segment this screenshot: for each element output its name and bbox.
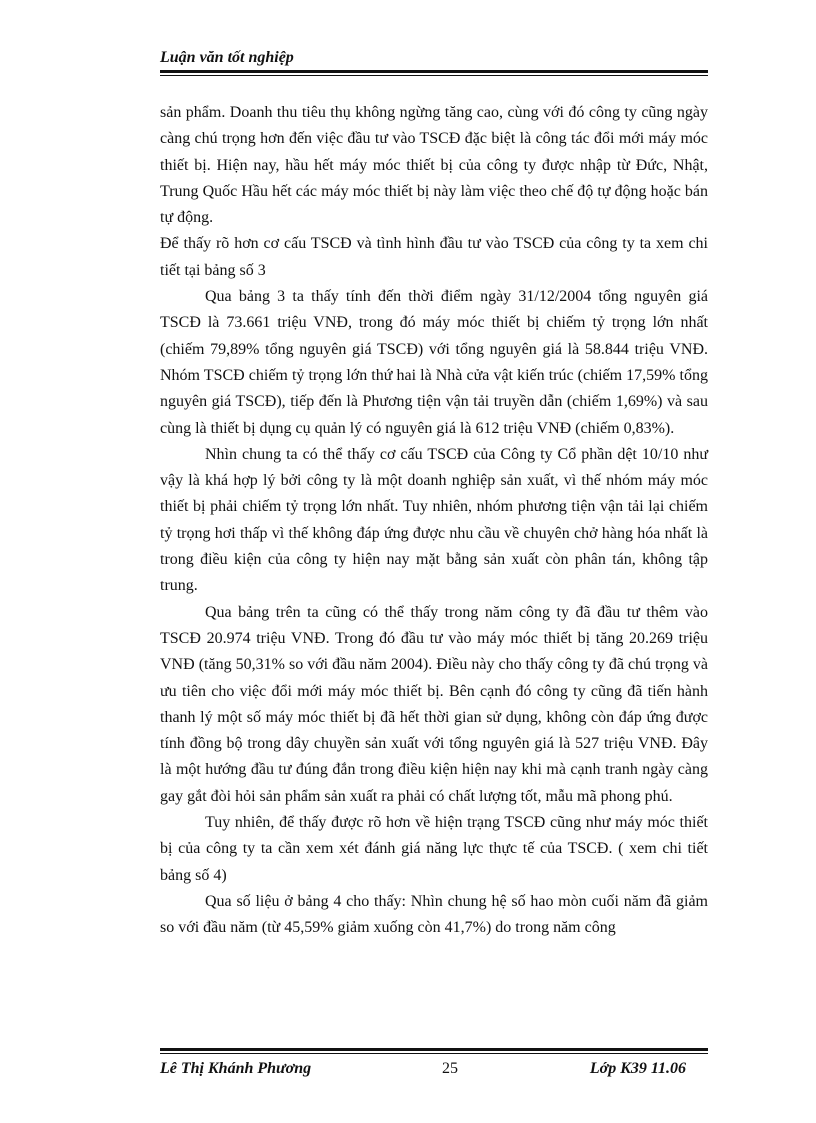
paragraph: Tuy nhiên, để thấy được rõ hơn về hiện trạng TSCĐ cũng như máy móc thiết bị của công ty ta cần xem xét đánh giá năng lực thực tế của TSCĐ. ( xem chi tiết bảng số 4) bbox=[160, 814, 708, 884]
footer-author: Lê Thị Khánh Phương bbox=[160, 1060, 312, 1077]
footer-rule bbox=[160, 1048, 708, 1054]
page-header bbox=[160, 48, 708, 76]
paragraph: Nhìn chung ta có thể thấy cơ cấu TSCĐ của Công ty Cổ phần dệt 10/10 như vậy là khá hợp lý bởi công ty là một doanh nghiệp sản xuất, vì thế nhóm máy móc thiết bị phải chiếm tỷ trọng lớn nhất. Tuy nhiên, nhóm phương tiện vận tải lại chiếm tỷ trọng hơi thấp vì thế không đáp ứng được nhu cầu về chuyên chở hàng hóa nhất là trong điều kiện của công ty hiện nay mặt bằng sản xuất còn phân tán, không tập trung. bbox=[160, 445, 708, 595]
page-footer bbox=[160, 1048, 708, 1082]
paragraph: Để thấy rõ hơn cơ cấu TSCĐ và tình hình đầu tư vào TSCĐ của công ty ta xem chi tiết tại bảng số 3 bbox=[160, 235, 708, 279]
paragraph: Qua số liệu ở bảng 4 cho thấy: Nhìn chung hệ số hao mòn cuối năm đã giảm so với đầu năm (từ 45,59% giảm xuống còn 41,7%) do trong năm công bbox=[160, 892, 708, 937]
paragraph: Qua bảng trên ta cũng có thể thấy trong năm công ty đã đầu tư thêm vào TSCĐ 20.974 triệu VNĐ. Trong đó đầu tư vào máy móc thiết bị tăng 20.269 triệu VNĐ (tăng 50,31% so với đầu năm 2004). Điều này cho thấy công ty đã chú trọng và ưu tiên cho việc đổi mới máy móc thiết bị. Bên cạnh đó công ty cũng đã tiến hành thanh lý một số máy móc thiết bị đã hết thời gian sử dụng, không còn đáp ứng được tính đồng bộ trong dây chuyền sản xuất với tổng nguyên giá là 527 triệu VNĐ. Đây là một hướng đầu tư đúng đắn trong điều kiện hiện nay khi mà cạnh tranh ngày càng gay gắt đòi hỏi sản phẩm sản xuất ra phải có chất lượng tốt, mẫu mã phong phú. bbox=[160, 603, 708, 805]
footer-row bbox=[160, 1060, 708, 1082]
document-body bbox=[160, 100, 708, 942]
header-title: Luận văn tốt nghiệp bbox=[160, 49, 294, 66]
footer-class-label: Lớp K39 11.06 bbox=[589, 1060, 686, 1077]
page-number: 25 bbox=[442, 1060, 458, 1077]
paragraph: sản phẩm. Doanh thu tiêu thụ không ngừng tăng cao, cùng với đó công ty cũng ngày càng chú trọng hơn đến việc đầu tư vào TSCĐ đặc biệt là công tác đổi mới máy móc thiết bị. Hiện nay, hầu hết máy móc thiết bị của công ty được nhập từ Đức, Nhật, Trung Quốc Hầu hết các máy móc thiết bị này làm việc theo chế độ tự động hoặc bán tự động. bbox=[160, 104, 708, 227]
header-rule bbox=[160, 70, 708, 76]
paragraph: Qua bảng 3 ta thấy tính đến thời điểm ngày 31/12/2004 tổng nguyên giá TSCĐ là 73.661 triệu VNĐ, trong đó máy móc thiết bị chiếm tỷ trọng lớn nhất (chiếm 79,89% tổng nguyên giá TSCĐ) với tổng nguyên giá là 58.844 triệu VNĐ. Nhóm TSCĐ chiếm tỷ trọng lớn thứ hai là Nhà cửa vật kiến trúc (chiếm 17,59% tổng nguyên giá TSCĐ), tiếp đến là Phương tiện vận tải truyền dẫn (chiếm 1,69%) và sau cùng là thiết bị dụng cụ quản lý có nguyên giá là 612 triệu VNĐ (chiếm 0,83%). bbox=[160, 288, 708, 437]
